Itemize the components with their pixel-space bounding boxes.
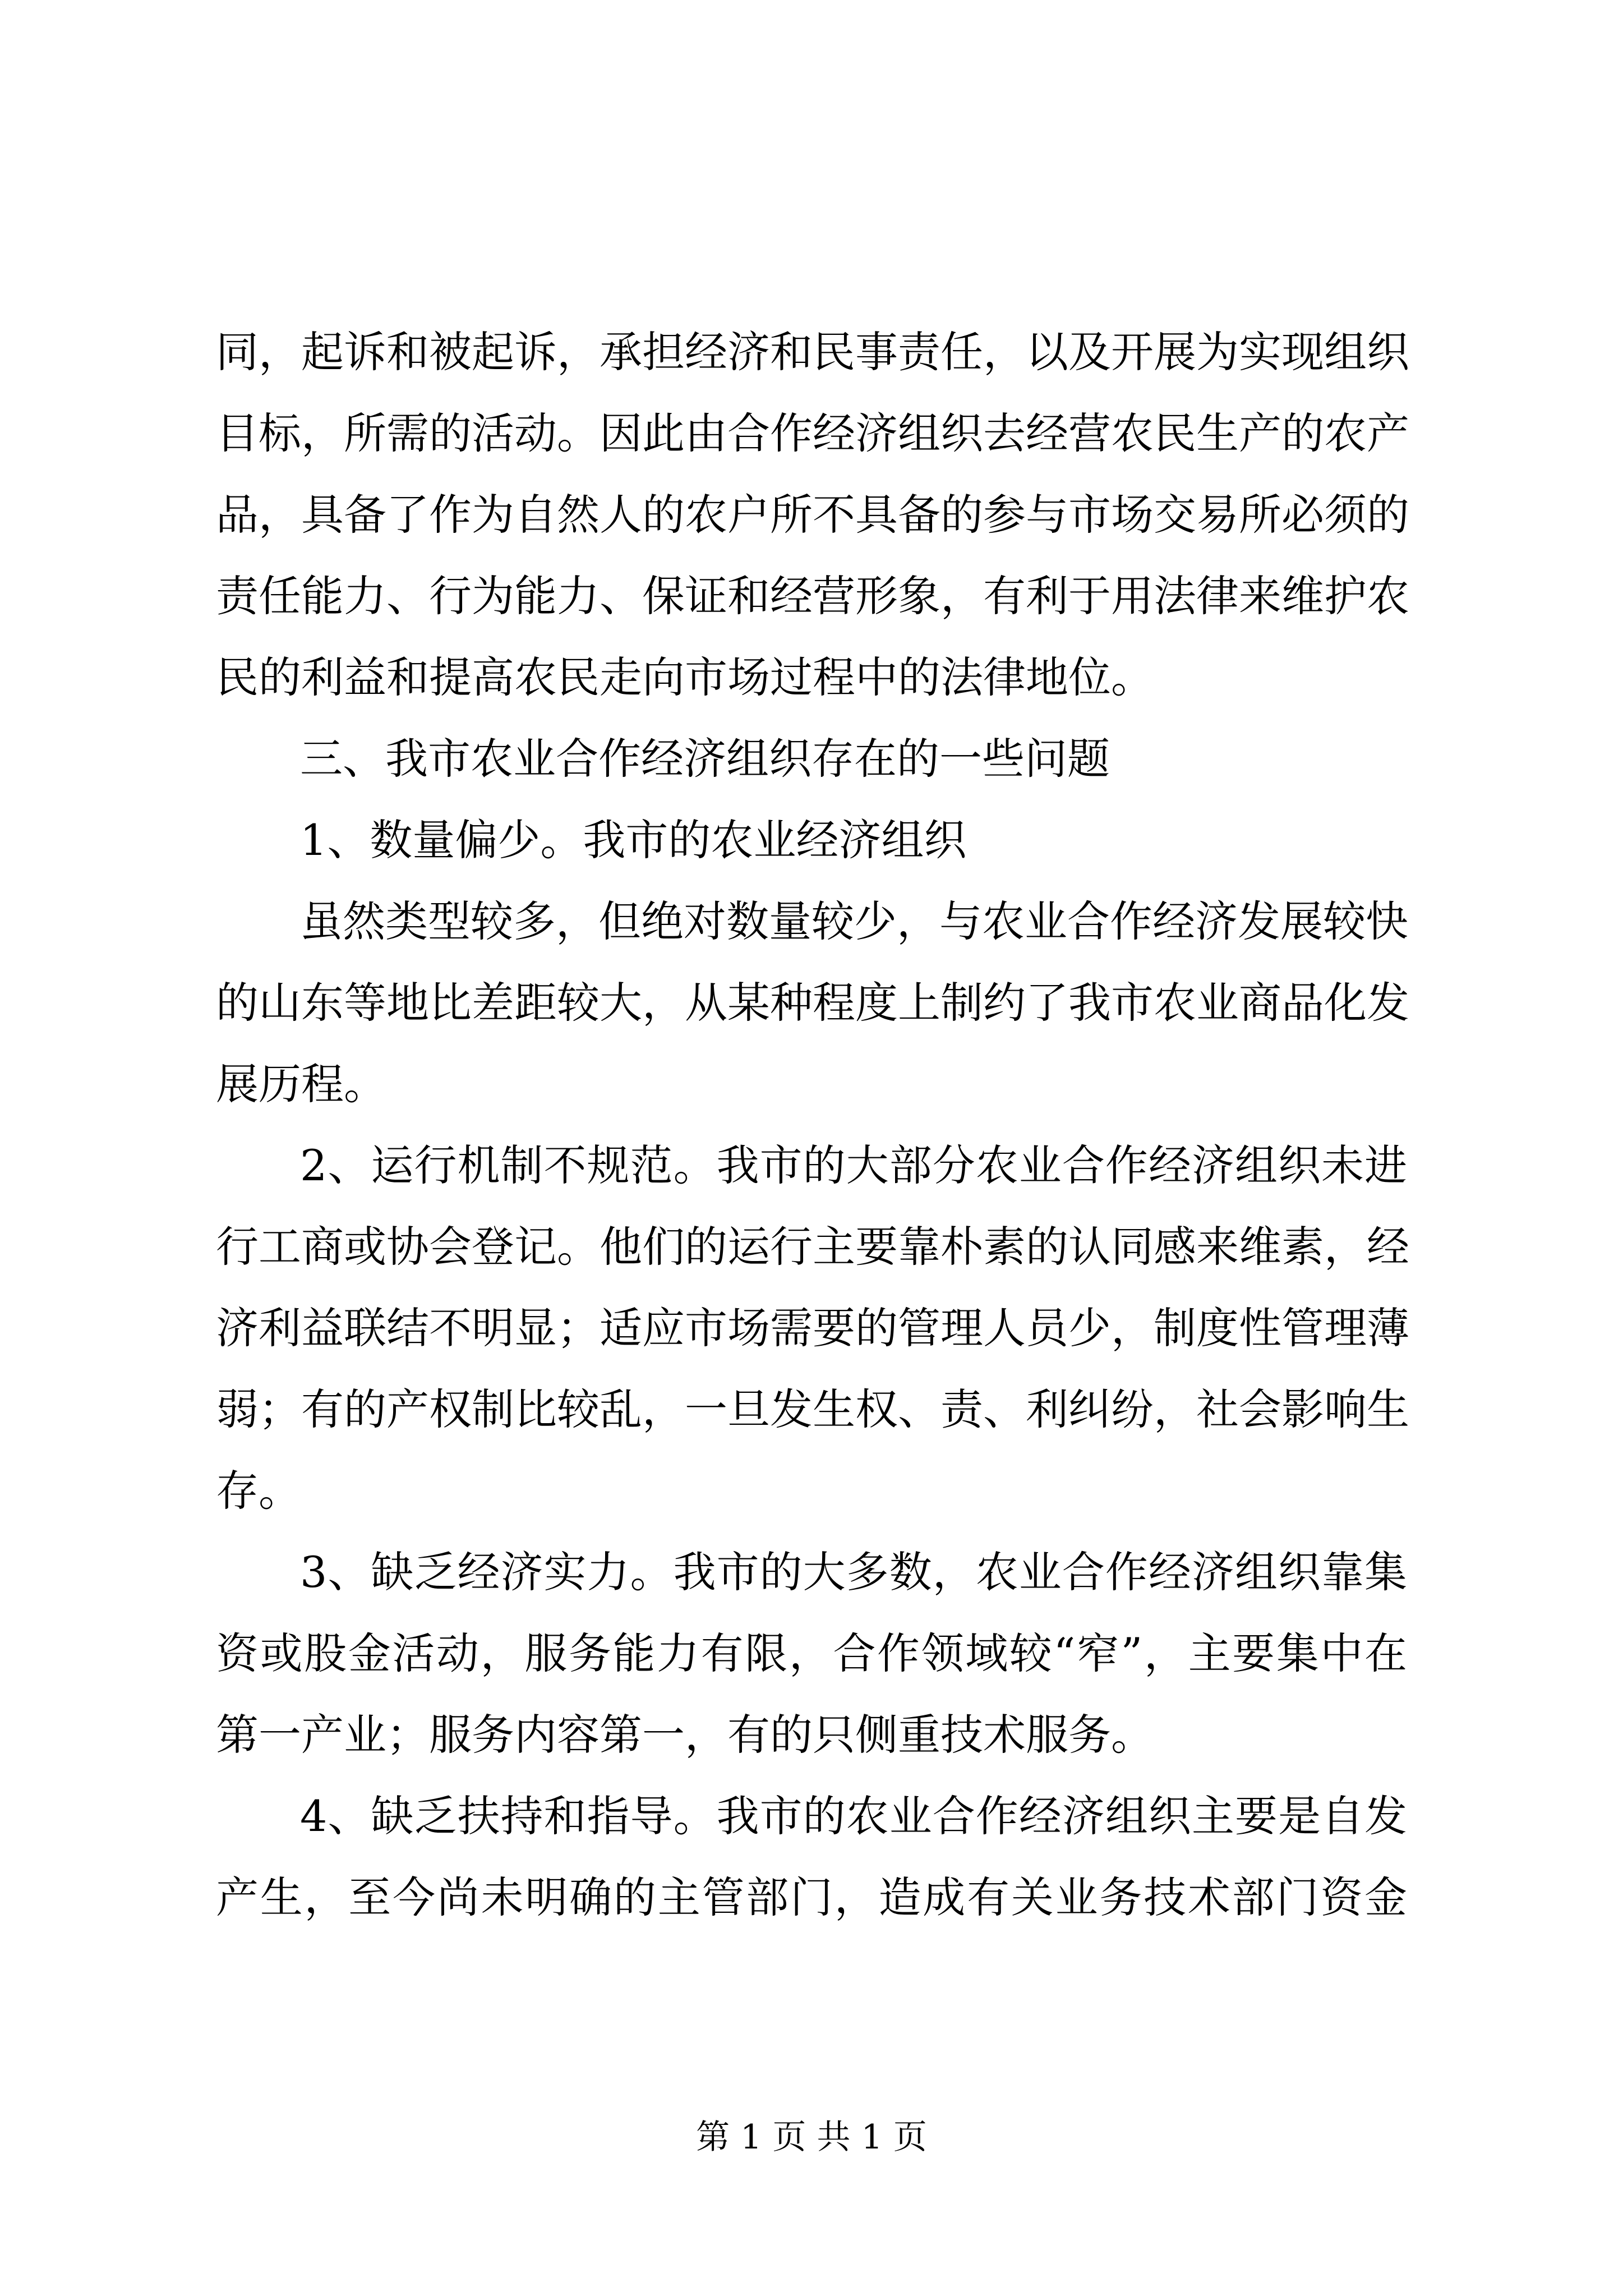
subsection-heading: 1、数量偏少。我市的农业经济组织 (300, 815, 967, 865)
text-line: 的山东等地比差距较大，从某种程度上制约了我市农业商品化发 (216, 978, 1409, 1028)
text-line: 同，起诉和被起诉，承担经济和民事责任，以及开展为实现组织 (216, 327, 1409, 377)
paragraph-first-line: 4、缺乏扶持和指导。我市的农业合作经济组织主要是自发 (300, 1791, 1407, 1841)
text-line: 产生，至今尚未明确的主管部门，造成有关业务技术部门资金 (216, 1872, 1407, 1922)
paragraph-first-line: 2、运行机制不规范。我市的大部分农业合作经济组织未进 (300, 1140, 1407, 1190)
page-footer: 第 1 页 共 1 页 (696, 2118, 927, 2157)
text-line: 第一产业；服务内容第一，有的只侧重技术服务。 (216, 1710, 1154, 1760)
text-line: 品，具备了作为自然人的农户所不具备的参与市场交易所必须的 (216, 490, 1409, 540)
text-line: 目标，所需的活动。因此由合作经济组织去经营农民生产的农产 (216, 408, 1409, 458)
text-line: 资或股金活动，服务能力有限，合作领域较“窄”，主要集中在 (216, 1628, 1407, 1678)
text-line: 行工商或协会登记。他们的运行主要靠朴素的认同感来维素，经 (216, 1222, 1409, 1272)
text-line: 民的利益和提高农民走向市场过程中的法律地位。 (216, 652, 1154, 702)
text-line: 存。 (216, 1466, 301, 1516)
text-line: 济利益联结不明显；适应市场需要的管理人员少，制度性管理薄 (216, 1303, 1409, 1353)
document-body (216, 311, 1407, 1938)
text-line: 弱；有的产权制比较乱，一旦发生权、责、利纠纷，社会影响生 (216, 1384, 1409, 1434)
paragraph-first-line: 虽然类型较多，但绝对数量较少，与农业合作经济发展较快 (300, 896, 1408, 946)
text-line: 责任能力、行为能力、保证和经营形象，有利于用法律来维护农 (216, 571, 1409, 621)
section-heading: 三、我市农业合作经济组织存在的一些问题 (300, 734, 1110, 784)
text-line: 展历程。 (216, 1059, 386, 1109)
paragraph-first-line: 3、缺乏经济实力。我市的大多数，农业合作经济组织靠集 (300, 1547, 1407, 1597)
